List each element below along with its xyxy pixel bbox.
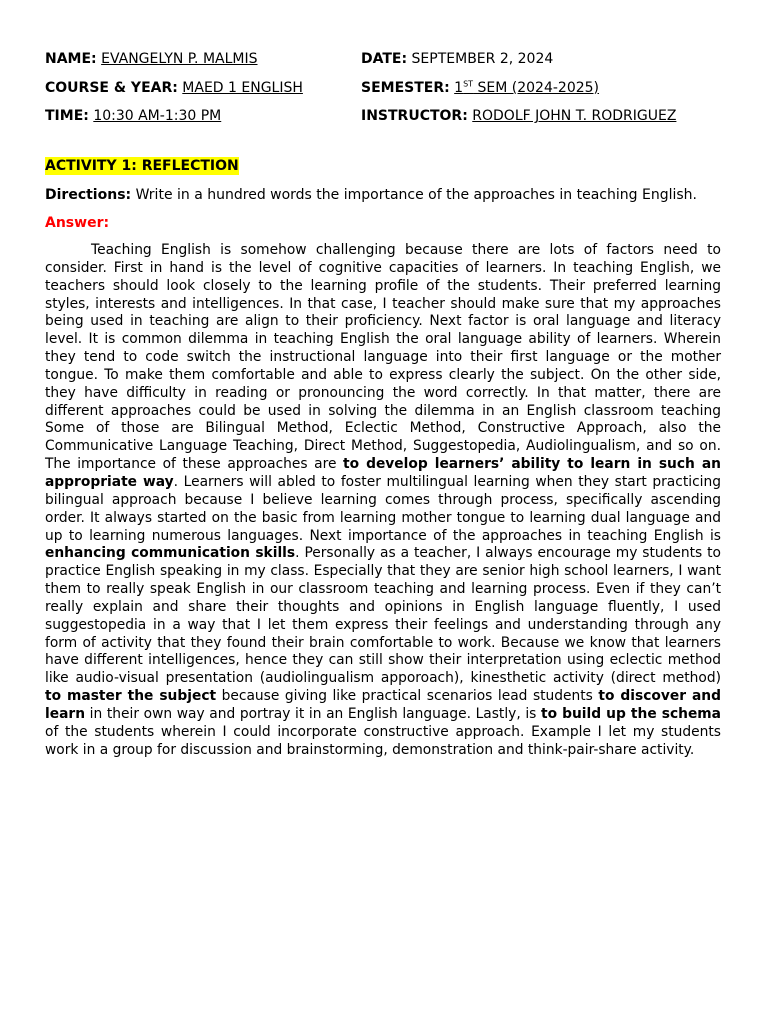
name-value: EVANGELYN P. MALMIS xyxy=(101,51,258,68)
semester-value xyxy=(454,80,599,96)
semester-label: SEMESTER: xyxy=(361,79,450,96)
activity-title: ACTIVITY 1: REFLECTION xyxy=(45,158,239,174)
time-value: 10:30 AM-1:30 PM xyxy=(93,108,222,125)
name-label: NAME: xyxy=(45,51,97,68)
course-value: MAED 1 ENGLISH xyxy=(182,79,303,96)
essay-text-5: in their own way and portray it in an English language. Lastly, is xyxy=(85,705,541,722)
essay-emphasis-2: enhancing communication skills xyxy=(45,545,296,562)
essay-text-1: Teaching English is somehow challenging because there are lots of factors need to consider. First in hand is the level of cognitive capacities of learners. In teaching English, we teachers should look closely to the learning profile of the students. Their preferred learning styles, interests and intelligences. In that case, I teacher should make sure that my approaches being used in teaching are align to their proficiency. Next factor is oral language and literacy level. It is common dilemma in teaching English the oral language ability of learners. Wherein they tend to code switch the instructional language into their first language or the mother tongue. To make them comfortable and able to express clearly the subject. On the other side, they have difficulty in reading or pronouncing the word correctly. In that matter, there are different approaches could be used in solving the dilemma in an English classroom teaching Some of those are Bilingual Method, Eclectic Method, Constructive Approach, also the Communicative Language Teaching, Direct Method, Suggestopedia, Audiolingualism, and so on. The importance of these approaches are xyxy=(45,242,721,473)
instructor-value: RODOLF JOHN T. RODRIGUEZ xyxy=(472,108,677,125)
time-field xyxy=(45,108,361,124)
directions-text: Write in a hundred words the importance of the approaches in teaching English. xyxy=(131,187,697,203)
essay-text-3: . Personally as a teacher, I always encourage my students to practice English speaking in my class. Especially that they are senior high school learners, I want them to really speak English in our classroom teaching and learning process. Even if they can’t really explain and share their thoughts and opinions in English language fluently, I used suggestopedia in a way that I let them express their feelings and understanding through any form of activity that they found their brain comfortable to work. Because we know that learners have different intelligences, hence they can still show their interpretation using eclectic method like audio-visual presentation (audiolingualism apporoach), kinesthetic activity (direct method) xyxy=(45,545,721,687)
essay-text-6: of the students wherein I could incorporate constructive approach. Example I let my students work in a group for discussion and brainstorming, demonstration and think-pair-share activity. xyxy=(45,723,721,758)
time-label: TIME: xyxy=(45,108,89,125)
semester-number: 1 xyxy=(454,79,464,96)
semester-ordinal: ST xyxy=(463,79,474,89)
course-field xyxy=(45,80,361,96)
header-row-3 xyxy=(45,102,725,131)
essay-emphasis-1: to develop learners’ ability to learn in such an appropriate way xyxy=(45,456,721,490)
instructor-label: INSTRUCTOR: xyxy=(361,108,468,125)
essay-emphasis-5: to build up the schema xyxy=(540,705,721,722)
directions xyxy=(45,186,697,204)
instructor-field xyxy=(361,108,725,124)
date-value: SEPTEMBER 2, 2024 xyxy=(411,51,554,68)
answer-label: Answer: xyxy=(45,215,110,231)
essay-text-2: . Learners will abled to foster multilingual learning when they start practicing bilingual approach because I believe learning comes through process, specifically ascending order. It always started on the basic from learning mother tongue to learning dual language and up to learning numerous languages. Next importance of the approaches in teaching English is xyxy=(45,473,721,544)
date-label: DATE: xyxy=(361,51,408,68)
essay-paragraph xyxy=(45,242,721,759)
header-row-1 xyxy=(45,45,725,74)
date-field xyxy=(361,51,725,67)
essay-text-4: because giving like practical scenarios lead students xyxy=(216,688,599,705)
header-row-2 xyxy=(45,74,725,103)
course-label: COURSE & YEAR: xyxy=(45,79,178,96)
essay-emphasis-4: to discover and learn xyxy=(45,688,722,722)
semester-field xyxy=(361,80,725,96)
essay-emphasis-3: to master the subject xyxy=(45,688,217,705)
header-info xyxy=(45,45,725,131)
name-field xyxy=(45,51,361,67)
semester-rest: SEM (2024-2025) xyxy=(473,79,600,96)
directions-label: Directions: xyxy=(45,187,132,203)
